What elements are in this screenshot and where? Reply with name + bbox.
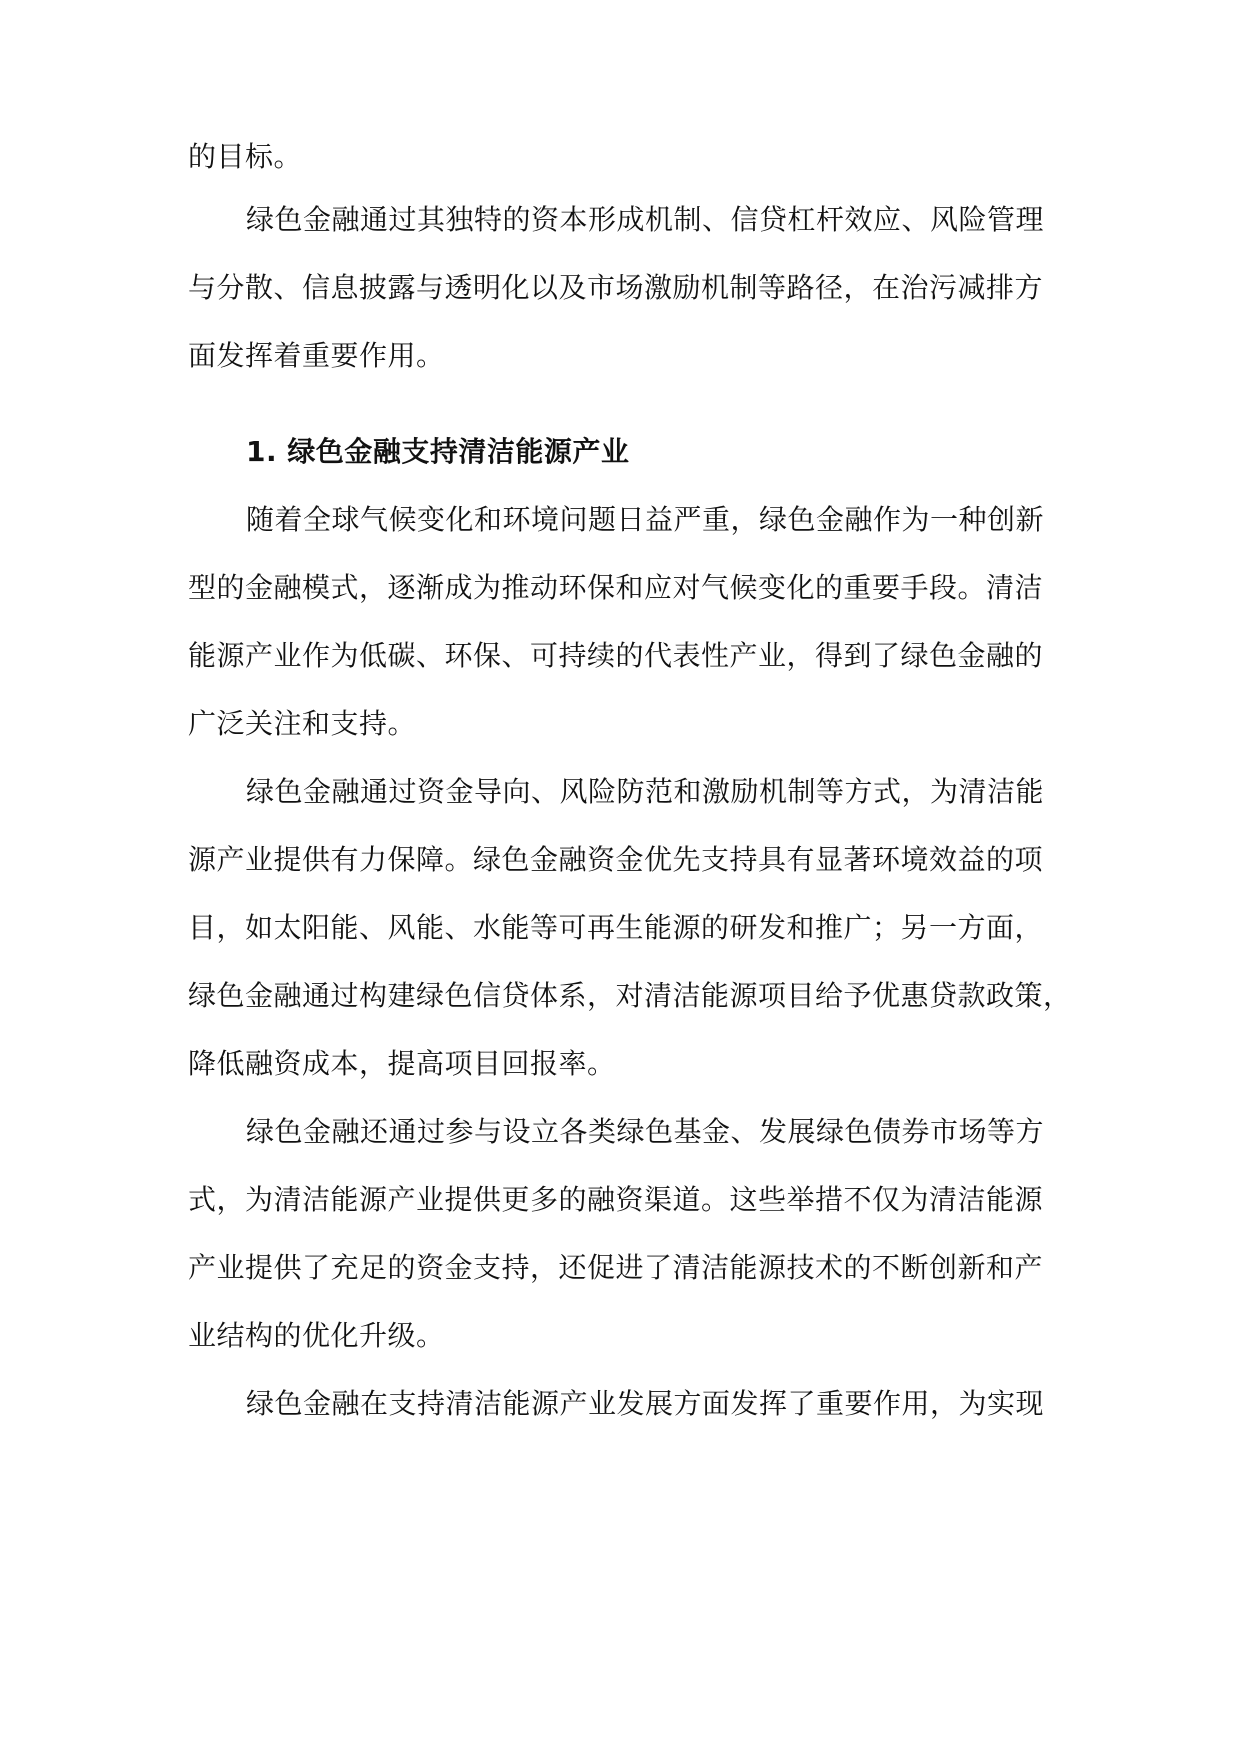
paragraph-line: 产业提供了充足的资金支持，还促进了清洁能源技术的不断创新和产 [188,1251,1044,1284]
paragraph-line: 降低融资成本，提高项目回报率。 [188,1047,616,1080]
paragraph-line: 能源产业作为低碳、环保、可持续的代表性产业，得到了绿色金融的 [188,639,1044,672]
paragraph-line: 绿色金融通过资金导向、风险防范和激励机制等方式，为清洁能 [246,775,1045,808]
section-heading: 1. 绿色金融支持清洁能源产业 [246,435,630,468]
paragraph-line: 绿色金融在支持清洁能源产业发展方面发挥了重要作用，为实现 [246,1387,1045,1420]
paragraph-line: 的目标。 [188,140,303,173]
paragraph-line: 绿色金融还通过参与设立各类绿色基金、发展绿色债券市场等方 [246,1115,1045,1148]
paragraph-line: 随着全球气候变化和环境问题日益严重，绿色金融作为一种创新 [246,503,1045,536]
paragraph-line: 面发挥着重要作用。 [188,339,445,372]
paragraph-line: 与分散、信息披露与透明化以及市场激励机制等路径，在治污减排方 [188,271,1044,304]
paragraph-line: 源产业提供有力保障。绿色金融资金优先支持具有显著环境效益的项 [188,843,1044,876]
paragraph-line: 型的金融模式，逐渐成为推动环保和应对气候变化的重要手段。清洁 [188,571,1044,604]
paragraph-line: 绿色金融通过构建绿色信贷体系，对清洁能源项目给予优惠贷款政策， [188,979,1072,1012]
paragraph-line: 绿色金融通过其独特的资本形成机制、信贷杠杆效应、风险管理 [246,203,1045,236]
paragraph-line: 广泛关注和支持。 [188,707,417,740]
paragraph-line: 式，为清洁能源产业提供更多的融资渠道。这些举措不仅为清洁能源 [188,1183,1044,1216]
paragraph-line: 目，如太阳能、风能、水能等可再生能源的研发和推广；另一方面， [188,911,1044,944]
paragraph-line: 业结构的优化升级。 [188,1319,445,1352]
